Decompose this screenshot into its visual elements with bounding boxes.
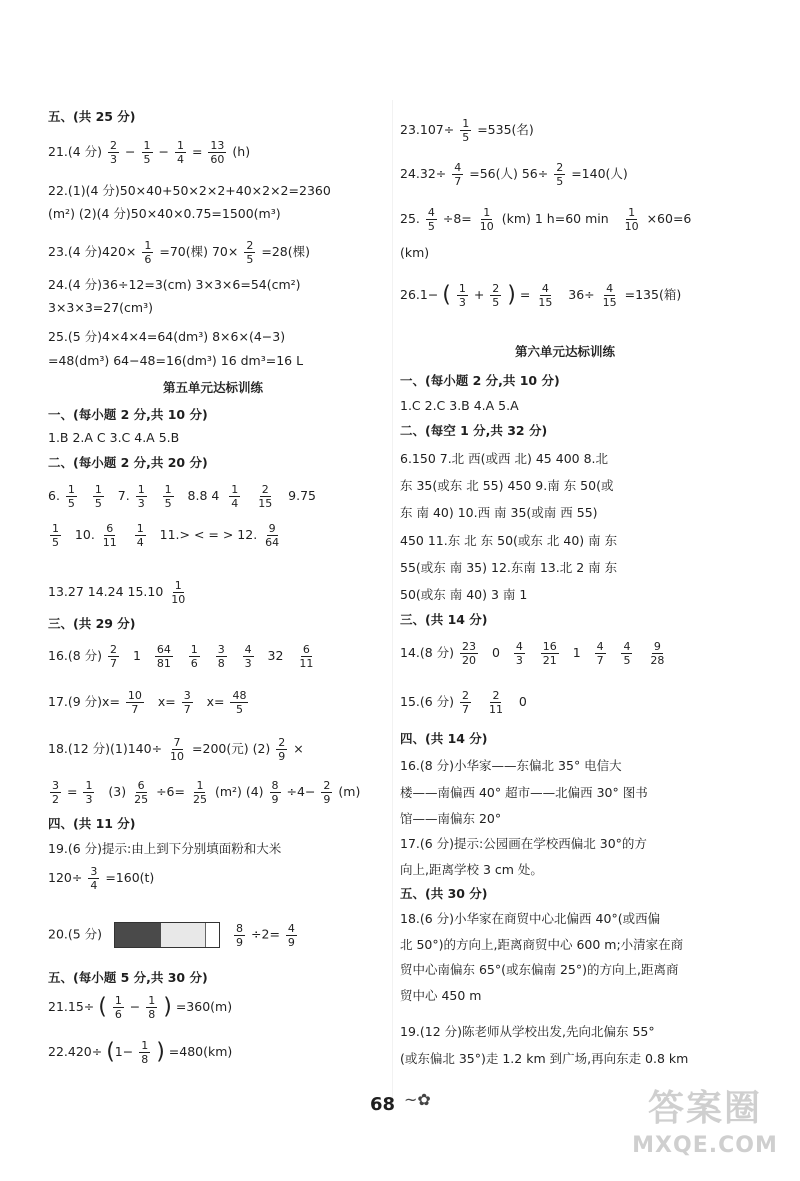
section-heading: 四、(共 14 分) (400, 731, 488, 746)
answer-25b-cont: (km) (400, 245, 430, 260)
fraction: $\frac{1}{4}$ (136, 522, 144, 549)
fraction: $\frac{1}{25}$ (192, 779, 207, 806)
fraction: $\frac{1}{6}$ (114, 994, 122, 1021)
answers-10-12: $\frac{1}{5}$ 10. $\frac{6}{11}$ $\frac{1}{4}$ 11.> < = > 12. $\frac{9}{64}$ (52, 522, 280, 549)
answer-26: 26.1− ( $\frac{1}{3}$ + $\frac{2}{5}$ ) = $\frac{4}{15}$ 36÷ $\frac{4}{15}$ =135(箱) (400, 282, 682, 309)
fraction: $\frac{2}{9}$ (278, 736, 286, 763)
fraction: $\frac{1}{10}$ (171, 579, 186, 606)
answer-line: 16.(8 分)小华家——东偏北 35° 电信大 (400, 758, 622, 773)
answer-line: 馆——南偏东 20° (400, 811, 502, 826)
section-heading: 五、(共 30 分) (400, 886, 488, 901)
fraction: $\frac{1}{8}$ (148, 994, 156, 1021)
section-heading: 五、(每小题 5 分,共 30 分) (48, 970, 208, 985)
answers-13-15: 13.27 14.24 15.10 $\frac{1}{10}$ (48, 579, 186, 606)
fraction: $\frac{1}{5}$ (67, 483, 75, 510)
answer-line: 6.150 7.北 西(或西 北) 45 400 8.北 (400, 451, 608, 466)
fraction: $\frac{2}{5}$ (246, 239, 254, 266)
fraction: $\frac{6}{11}$ (102, 522, 117, 549)
section-heading: 二、(每空 1 分,共 32 分) (400, 423, 548, 438)
answer-18: 18.(12 分)(1)140÷ $\frac{7}{10}$ =200(元) (2) $\frac{2}{9}$ × (48, 736, 304, 763)
page-ornament-icon: ~✿ (404, 1090, 431, 1109)
answers-6-9: 6. $\frac{1}{5}$ $\frac{1}{5}$ 7. $\frac{1}{3}$ $\frac{1}{5}$ 8.8 4 $\frac{1}{4}$ $\frac{2}{15}$ 9.75 (48, 483, 316, 510)
answer-line: 北 50°)的方向上,距离商贸中心 600 m;小清家在商 (400, 937, 684, 952)
fraction: $\frac{1}{4}$ (231, 483, 239, 510)
shaded-segment (115, 923, 162, 947)
fraction: $\frac{1}{5}$ (143, 139, 151, 166)
fraction: $\frac{3}{2}$ (52, 779, 59, 806)
section-heading: 一、(每小题 2 分,共 10 分) (400, 373, 560, 388)
page-number: 68 (370, 1094, 396, 1115)
fraction: $\frac{2}{11}$ (488, 689, 503, 716)
fraction: $\frac{16}{21}$ (542, 640, 557, 667)
answer-23b: 23.107÷ $\frac{1}{5}$ =535(名) (400, 117, 534, 144)
section-heading: 四、(共 11 分) (48, 816, 136, 831)
answer-line: 东 35(或东 北 55) 450 9.南 东 50(或 (400, 478, 614, 493)
fraction: $\frac{13}{60}$ (210, 139, 225, 166)
answer-25b: 25. $\frac{4}{5}$ ÷8= $\frac{1}{10}$ (km) 1 h=60 min $\frac{1}{10}$ ×60=6 (400, 206, 692, 233)
fraction: $\frac{6}{11}$ (299, 643, 314, 670)
answer-line: 贸中心 450 m (400, 988, 482, 1003)
fraction: $\frac{1}{3}$ (458, 282, 466, 309)
fraction: $\frac{1}{6}$ (190, 643, 198, 670)
fraction: $\frac{7}{10}$ (170, 736, 185, 763)
fraction-bar-diagram (114, 922, 220, 948)
section-heading: 三、(共 29 分) (48, 616, 136, 631)
fraction: $\frac{1}{10}$ (479, 206, 494, 233)
answer-24b: 24.32÷ $\frac{4}{7}$ =56(人) 56÷ $\frac{2}{5}$ =140(人) (400, 161, 628, 188)
fraction: $\frac{8}{9}$ (271, 779, 279, 806)
fraction: $\frac{48}{5}$ (232, 689, 247, 716)
answer-line: (或东偏北 35°)走 1.2 km 到广场,再向东走 0.8 km (400, 1051, 689, 1066)
fraction: $\frac{10}{7}$ (127, 689, 142, 716)
answer-18-cont: $\frac{3}{2}$ = $\frac{1}{3}$ (3) $\frac{6}{25}$ ÷6= $\frac{1}{25}$ (m²) (4) $\frac{8}{9}$ ÷4− $\frac{2}{9}$ (m) (52, 779, 361, 806)
fraction: $\frac{8}{9}$ (236, 921, 244, 949)
fraction: $\frac{2}{7}$ (462, 689, 470, 716)
answer-19: 19.(6 分)提示:由上到下分别填面粉和大米 (48, 841, 282, 856)
fraction: $\frac{4}{15}$ (602, 282, 617, 309)
answer-16: 16.(8 分) $\frac{2}{7}$ 1 $\frac{64}{81}$ $\frac{1}{6}$ $\frac{3}{8}$ $\frac{4}{3}$ 32 $\frac{6}{11}$ (48, 643, 314, 670)
answer-line: 东 南 40) 10.西 南 35(或南 西 55) (400, 505, 598, 520)
fraction: $\frac{64}{81}$ (156, 643, 171, 670)
fraction: $\frac{4}{5}$ (623, 640, 631, 667)
fraction: $\frac{1}{3}$ (85, 779, 93, 806)
answer-25-cont: =48(dm³) 64−48=16(dm³) 16 dm³=16 L (48, 353, 304, 368)
fraction: $\frac{1}{3}$ (137, 483, 145, 510)
answer-19-cont: 120÷ $\frac{3}{4}$ =160(t) (48, 865, 155, 892)
answer-15b: 15.(6 分) $\frac{2}{7}$ $\frac{2}{11}$ 0 (400, 689, 527, 716)
section-heading: 二、(每小题 2 分,共 20 分) (48, 455, 208, 470)
fraction: $\frac{3}{7}$ (183, 689, 191, 716)
fraction: $\frac{2}{9}$ (323, 779, 331, 806)
fraction: $\frac{1}{6}$ (144, 239, 152, 266)
fraction: $\frac{4}{7}$ (454, 161, 462, 188)
fraction: $\frac{23}{20}$ (462, 640, 477, 667)
answers-1-5b: 1.C 2.C 3.B 4.A 5.A (400, 398, 519, 413)
section-heading: 三、(共 14 分) (400, 612, 488, 627)
answer-line: 19.(12 分)陈老师从学校出发,先向北偏东 55° (400, 1024, 655, 1039)
fraction: $\frac{2}{5}$ (556, 161, 564, 188)
answer-14b: 14.(8 分) $\frac{23}{20}$ 0 $\frac{4}{3}$ $\frac{16}{21}$ 1 $\frac{4}{7}$ $\frac{4}{5}$ $\frac{9}{28}$ (400, 640, 665, 667)
fraction: $\frac{4}{3}$ (515, 640, 523, 667)
answer-line: 17.(6 分)提示:公园画在学校西偏北 30°的方 (400, 836, 647, 851)
answer-22-cont: (m²) (2)(4 分)50×40×0.75=1500(m³) (48, 206, 281, 221)
unit-heading: 第六单元达标训练 (514, 344, 615, 359)
fraction: $\frac{1}{8}$ (141, 1039, 149, 1066)
answer-line: 450 11.东 北 东 50(或东 北 40) 南 东 (400, 533, 618, 548)
answer-21: 21.(4 分) $\frac{2}{3}$ − $\frac{1}{5}$ − $\frac{1}{4}$ = $\frac{13}{60}$ (h) (48, 139, 251, 166)
answer-22b: 22.420÷ (1− $\frac{1}{8}$ ) =480(km) (48, 1039, 233, 1066)
unit-heading: 第五单元达标训练 (162, 380, 263, 395)
answer-22: 22.(1)(4 分)50×40+50×2×2+40×2×2=2360 (48, 183, 331, 198)
fraction: $\frac{1}{4}$ (176, 139, 184, 166)
fraction: $\frac{2}{3}$ (110, 139, 118, 166)
column-divider (392, 100, 393, 1100)
fraction: $\frac{3}{8}$ (217, 643, 225, 670)
answer-21b: 21.15÷ ( $\frac{1}{6}$ − $\frac{1}{8}$ ) =360(m) (48, 994, 233, 1021)
answer-24: 24.(4 分)36÷12=3(cm) 3×3×6=54(cm²) (48, 277, 301, 292)
fraction: $\frac{1}{5}$ (94, 483, 102, 510)
fraction: $\frac{4}{5}$ (427, 206, 435, 233)
section-heading: 五、(共 25 分) (48, 109, 136, 124)
fraction: $\frac{4}{9}$ (287, 921, 295, 949)
fraction: $\frac{2}{5}$ (492, 282, 500, 309)
fraction: $\frac{1}{5}$ (462, 117, 470, 144)
fraction: $\frac{9}{28}$ (650, 640, 665, 667)
answer-line: 向上,距离学校 3 cm 处。 (400, 862, 543, 877)
answer-23: 23.(4 分)420× $\frac{1}{6}$ =70(棵) 70× $\frac{2}{5}$ =28(棵) (48, 239, 310, 266)
answer-line: 楼——南偏西 40° 超市——北偏西 30° 图书 (400, 785, 648, 800)
fraction: $\frac{4}{3}$ (244, 643, 252, 670)
fraction: $\frac{2}{15}$ (258, 483, 273, 510)
fraction: $\frac{4}{15}$ (538, 282, 553, 309)
fraction: $\frac{3}{4}$ (90, 865, 98, 892)
answer-line: 贸中心南偏东 65°(或东偏南 25°)的方向上,距离商 (400, 962, 679, 977)
answer-24-cont: 3×3×3=27(cm³) (48, 300, 153, 315)
fraction: $\frac{1}{5}$ (52, 522, 59, 549)
fraction: $\frac{2}{7}$ (110, 643, 118, 670)
answer-line: 50(或东 南 40) 3 南 1 (400, 587, 528, 602)
fraction: $\frac{4}{7}$ (596, 640, 604, 667)
answer-25: 25.(5 分)4×4×4=64(dm³) 8×6×(4−3) (48, 329, 286, 344)
fraction: $\frac{1}{5}$ (164, 483, 172, 510)
fraction: $\frac{1}{10}$ (624, 206, 639, 233)
fraction: $\frac{6}{25}$ (134, 779, 149, 806)
fraction: $\frac{9}{64}$ (265, 522, 280, 549)
section-heading: 一、(每小题 2 分,共 10 分) (48, 407, 208, 422)
answer-17: 17.(9 分)x= $\frac{10}{7}$ x= $\frac{3}{7}$ x= $\frac{48}{5}$ (48, 689, 247, 716)
answers-1-5: 1.B 2.A C 3.C 4.A 5.B (48, 430, 180, 445)
answer-20: 20.(5 分) $\frac{8}{9}$ ÷2= $\frac{4}{9}$ (48, 921, 295, 949)
segment (205, 923, 218, 947)
answer-line: 18.(6 分)小华家在商贸中心北偏西 40°(或西偏 (400, 911, 661, 926)
watermark-logo: 答案圈 MXQE.COM (632, 1088, 778, 1158)
answer-line: 55(或东 南 35) 12.东南 13.北 2 南 东 (400, 560, 618, 575)
